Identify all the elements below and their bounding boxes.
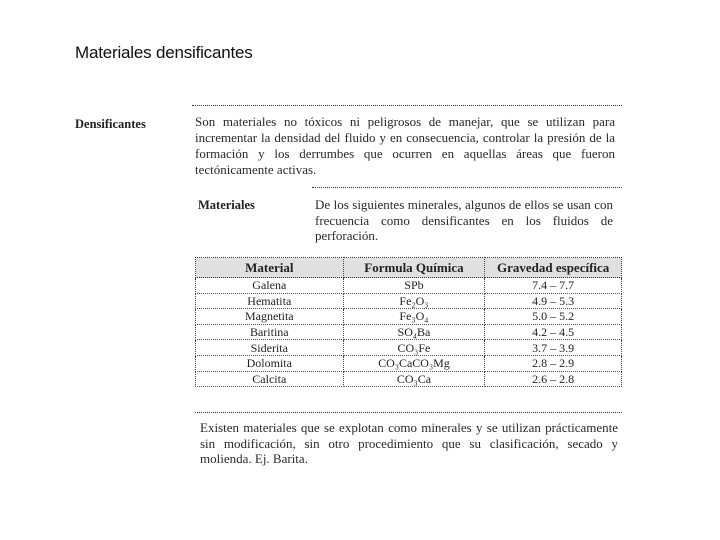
- table-header-row: [196, 258, 622, 278]
- table-row: [196, 278, 622, 294]
- cell-gravedad: 4.9 – 5.3: [485, 293, 622, 309]
- minerals-table: [195, 257, 622, 387]
- table-row: [196, 309, 622, 325]
- divider-materiales: [312, 187, 622, 188]
- header-gravedad: Gravedad específica: [485, 258, 622, 278]
- table-row: [196, 371, 622, 387]
- cell-formula: SO₄Ba: [343, 324, 485, 340]
- cell-formula: CO₃CaCO₃Mg: [343, 355, 485, 371]
- cell-gravedad: 3.7 – 3.9: [485, 340, 622, 356]
- densificantes-text: Son materiales no tóxicos ni peligrosos de manejar, que se utilizan para incrementar la densidad del fluido y en consecuencia, controlar la presión de la formación y los derrumbes que ocurren en aquellas áreas que fueron tectónicamente activas.: [195, 114, 615, 177]
- cell-material: Baritina: [196, 324, 344, 340]
- cell-formula: Fe₂O₃: [343, 293, 485, 309]
- cell-formula: Fe₃O₄: [343, 309, 485, 325]
- cell-material: Dolomita: [196, 355, 344, 371]
- footer-text: Existen materiales que se explotan como minerales y se utilizan prácticamente sin modificación, sin otro procedimiento que su clasificación, secado y molienda. Ej. Barita.: [200, 420, 618, 466]
- cell-material: Magnetita: [196, 309, 344, 325]
- cell-formula: SPb: [343, 278, 485, 294]
- densificantes-label: Densificantes: [75, 117, 146, 131]
- materiales-text: De los siguientes minerales, algunos de ellos se usan con frecuencia como densificantes en los fluidos de perforación.: [315, 197, 613, 243]
- header-formula: Formula Química: [343, 258, 485, 278]
- materiales-label: Materiales: [198, 198, 255, 212]
- divider-footer: [195, 412, 622, 413]
- cell-material: Hematita: [196, 293, 344, 309]
- cell-formula: CO₃Fe: [343, 340, 485, 356]
- header-material: Material: [196, 258, 344, 278]
- cell-material: Calcita: [196, 371, 344, 387]
- table-row: [196, 293, 622, 309]
- divider-top: [192, 105, 622, 106]
- cell-gravedad: 2.6 – 2.8: [485, 371, 622, 387]
- table-row: [196, 355, 622, 371]
- table-row: [196, 340, 622, 356]
- slide-title: Materiales densificantes: [75, 43, 253, 62]
- cell-gravedad: 4.2 – 4.5: [485, 324, 622, 340]
- table-row: [196, 324, 622, 340]
- cell-material: Siderita: [196, 340, 344, 356]
- cell-gravedad: 2.8 – 2.9: [485, 355, 622, 371]
- cell-gravedad: 5.0 – 5.2: [485, 309, 622, 325]
- cell-formula: CO₃Ca: [343, 371, 485, 387]
- cell-gravedad: 7.4 – 7.7: [485, 278, 622, 294]
- cell-material: Galena: [196, 278, 344, 294]
